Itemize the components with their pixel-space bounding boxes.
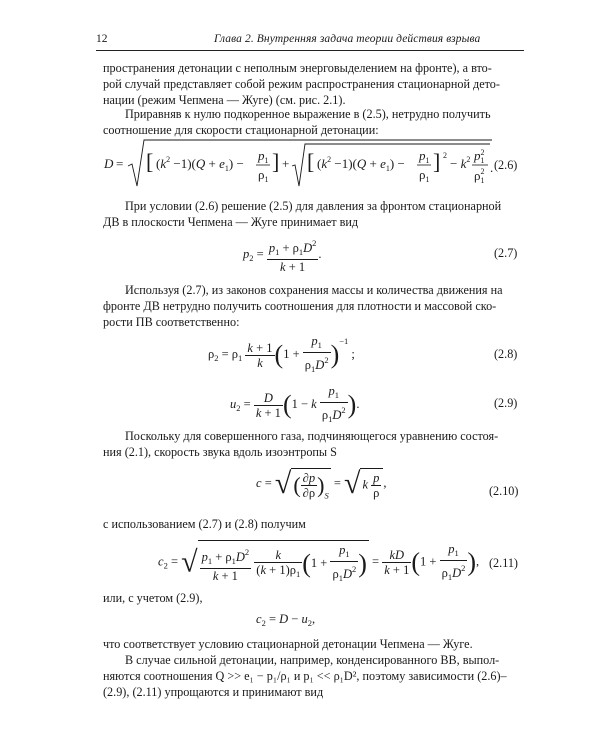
svg-text:ρ1: $\rho_1$ xyxy=(258,167,269,184)
paragraph-7: или, с учетом (2.9), xyxy=(103,591,203,605)
equation-number-2-6: (2.6) xyxy=(494,158,518,172)
page-number: 12 xyxy=(96,33,108,45)
paragraph-6: с использованием (2.7) и (2.8) получим xyxy=(103,517,306,531)
svg-text:2: 2 xyxy=(443,151,447,160)
svg-text:]: ] xyxy=(272,149,280,174)
equation-2-10: c = √( $\frac{\partial p}{\partial\rho}$ )$_S$ = √ k $\frac{p}{\rho}$ , xyxy=(256,467,387,501)
equation-c2-relation: $c_2 = D - u_2$, xyxy=(256,612,316,628)
svg-text:p21: $p^2$ 1 xyxy=(474,148,485,165)
equation-number-2-10: (2.10) xyxy=(489,484,519,498)
paragraph-8: что соответствует условию стационарной детонации Чепмена — Жуге. xyxy=(103,637,473,651)
svg-text:.: . xyxy=(490,160,494,175)
svg-text:− k2: − $k^2$ xyxy=(450,155,471,171)
svg-text:(k2 −1)(Q + e1) −: $(k^2 -1)(Q + e_1)$ − xyxy=(156,155,244,173)
svg-text:ρ1: $\rho_1$ xyxy=(419,167,430,184)
svg-text:[: [ xyxy=(146,149,154,174)
paragraph-5: Поскольку для совершенного газа, подчиняющегося уравнению состоя- ния (2.1), скорость звука вдоль изоэнтропы S xyxy=(103,429,499,459)
svg-text:p1: $p_1$ xyxy=(258,148,269,165)
equation-number-2-11: (2.11) xyxy=(489,556,518,570)
equation-2-6 xyxy=(104,136,494,192)
paragraph-9: В случае сильной детонации, например, конденсированного ВВ, выпол- няются соотношения Q >> e₁ − p₁/ρ₁ и p₁ << ρ₁D², поэтому зависимости (2.6)– (2.9), (2.11) упрощаются и принимают вид xyxy=(103,653,507,699)
paragraph-3: При условии (2.6) решение (2.5) для давления за фронтом стационарной ДВ в плоскости Чепмена — Жуге принимает вид xyxy=(103,199,502,229)
svg-text:=: = xyxy=(116,156,124,171)
svg-text:+: + xyxy=(282,156,290,171)
svg-text:ρ21: $\rho^2$ 1 xyxy=(474,167,485,185)
equation-number-2-8: (2.8) xyxy=(494,347,518,361)
equation-number-2-7: (2.7) xyxy=(494,246,518,260)
paragraph-2: Приравняв к нулю подкоренное выражение в (2.5), нетрудно получить соотношение для скорости стационарной детонации: xyxy=(103,107,491,137)
running-header xyxy=(96,32,524,51)
svg-text:p1: $p_1$ xyxy=(419,148,430,165)
chapter-title: Глава 2. Внутренняя задача теории действия взрыва xyxy=(214,33,481,45)
equation-number-2-9: (2.9) xyxy=(494,396,518,410)
svg-text:D: D xyxy=(104,156,114,171)
equation-2-7: $p_2$ = $\frac{p_1 + \rho_1D^2}{k + 1}$ . xyxy=(243,238,322,274)
svg-text:[: [ xyxy=(307,149,315,174)
equation-2-11: $c_2$ = √ $\frac{p_1 + \rho_1D^2}{k + 1}$ $\frac{k}{(k + 1)\rho_1}$ (1 + $\frac{p_1}{\rho_1D^2}$ ) = $\frac{kD}{k + 1}$ (1 + $\frac{p_1}{\rho_1D^2}$ ), xyxy=(158,541,480,583)
equation-2-6-drawing xyxy=(104,136,494,192)
paragraph-4: Используя (2.7), из законов сохранения массы и количества движения на фронте ДВ нетрудно получить соотношения для плотности и массовой ско- рости ПВ соответственно: xyxy=(103,283,503,329)
equation-2-9: $u_2$ = $\frac{D}{k + 1}$ (1 − k $\frac{p_1}{\rho_1D^2}$ ). xyxy=(230,384,360,424)
svg-text:(k2 −1)(Q + e1) −: $(k^2 -1)(Q + e_1)$ − xyxy=(317,155,405,173)
svg-text:]: ] xyxy=(433,149,441,174)
paragraph-1: пространения детонации с неполным энерговыделением на фронте), а вто- рой случай представляет собой режим распространения стационарной дето- нации (режим Чепмена — Жуге) (см. рис. 2.1). xyxy=(103,61,500,107)
equation-2-8: $\rho_2 = \rho_1$ $\frac{k + 1}{k}$ (1 + $\frac{p_1}{\rho_1D^2}$ )$^{-1}$ ; xyxy=(208,334,355,374)
